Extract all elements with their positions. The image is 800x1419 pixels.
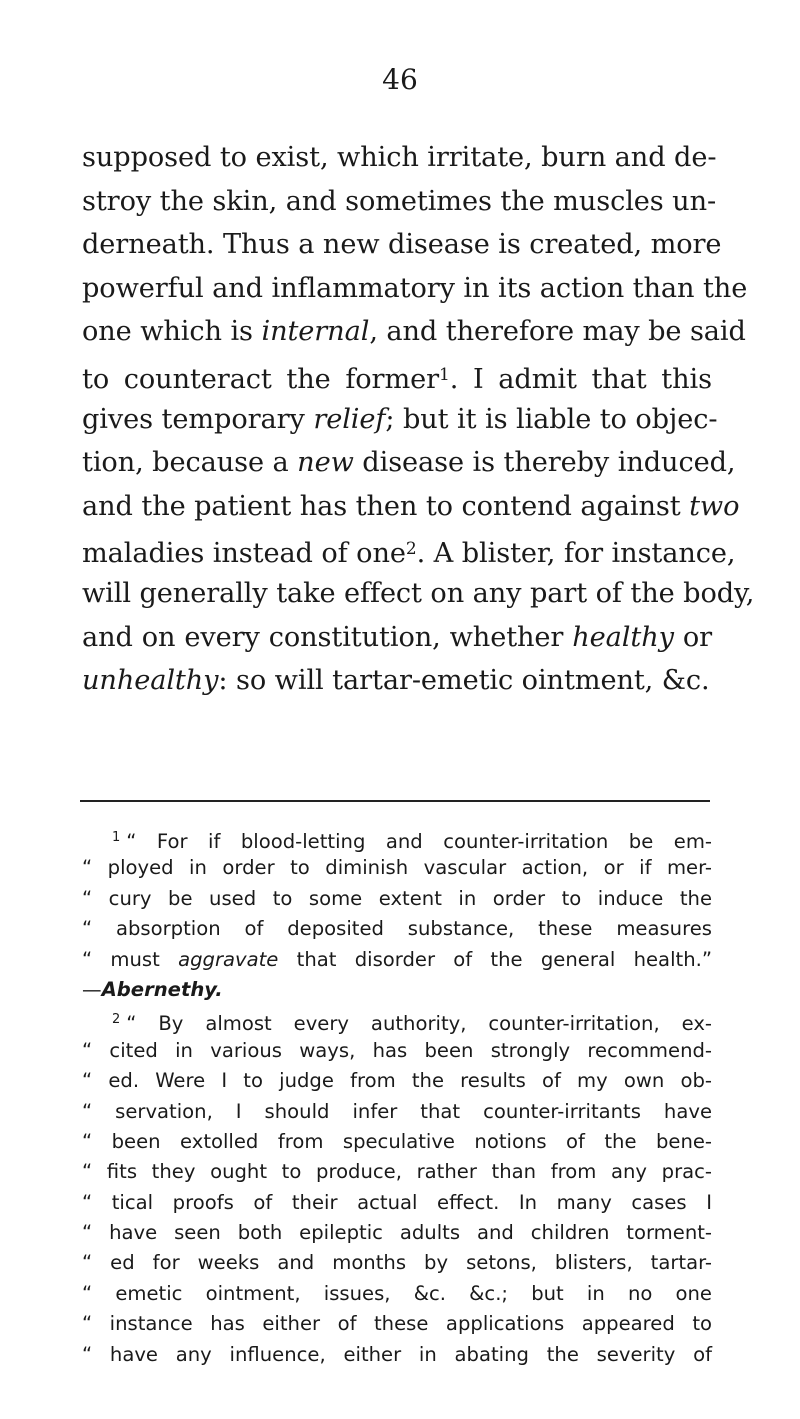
body-line: gives temporary relief; but it is liable to objec- [82, 403, 718, 435]
footnote-line: “ emetic ointment, issues, &c. &c.; but in no one [82, 1281, 712, 1305]
emphasis: two [689, 490, 740, 522]
footnotes [82, 823, 712, 1370]
footnote-ref-1[interactable]: 1 [439, 364, 450, 385]
footnote-line: “ must aggravate that disorder of the general health.” [82, 947, 712, 971]
author-name: Abernethy. [101, 977, 223, 1001]
footnote-line: “ have any influence, either in abating the severity of [82, 1342, 712, 1366]
footnote-line: “ have seen both epileptic adults and children torment- [82, 1221, 712, 1245]
footnote-marker-2: 2 [112, 1012, 121, 1028]
body-line: stroy the skin, and sometimes the muscles un- [82, 185, 717, 217]
body-line: derneath. Thus a new disease is created, more [82, 229, 722, 261]
footnote-line: “ tical proofs of their actual effect. In many cases I [82, 1190, 712, 1214]
body-line: one which is internal, and therefore may be said [82, 316, 746, 348]
footnote-line: “ ed for weeks and months by setons, blisters, tartar- [82, 1251, 712, 1275]
body-text [82, 136, 755, 703]
footnote-ref-2[interactable]: 2 [405, 539, 417, 560]
footnote-line: “ cited in various ways, has been strongly recommend- [82, 1038, 712, 1062]
footnote-line: “ cury be used to some extent in order to induce the [82, 886, 712, 910]
emphasis: unhealthy [82, 665, 219, 697]
footnote-marker-1: 1 [112, 830, 121, 845]
footnote-line: “ servation, I should infer that counter-irritants have [82, 1099, 712, 1123]
emphasis: new [297, 447, 354, 479]
emphasis: aggravate [178, 947, 279, 971]
footnote-line: $^2$ “ By almost every authority, counter-irritation, ex- [112, 1012, 712, 1036]
footnote-divider [80, 800, 710, 802]
body-line: supposed to exist, which irritate, burn and de- [82, 142, 717, 173]
emphasis: internal [261, 316, 370, 348]
body-line: unhealthy: so will tartar-emetic ointment, &c. [82, 665, 710, 697]
footnote-line: “ fits they ought to produce, rather than from any prac- [82, 1160, 712, 1184]
footnote-line: “ absorption of deposited substance, these measures [82, 917, 712, 941]
footnote-attribution: —Abernethy. [82, 977, 223, 1001]
body-line: and the patient has then to contend against two [82, 490, 740, 522]
body-line: to counteract the former$^1$. I admit that this [82, 363, 712, 395]
footnote-line: “ ed. Were I to judge from the results of my own ob- [82, 1069, 712, 1093]
footnote-line: “ been extolled from speculative notions of the bene- [82, 1129, 712, 1153]
footnote-line: $^1$ “ For if blood-letting and counter-irritation be em- [112, 830, 712, 853]
body-line: and on every constitution, whether healthy or [82, 621, 712, 653]
footnote-line: “ ployed in order to diminish vascular action, or if mer- [82, 856, 712, 880]
body-line: maladies instead of one$^2$. A blister, for instance, [82, 538, 736, 570]
body-line: tion, because a new disease is thereby induced, [82, 447, 736, 479]
page-number: 46 [382, 63, 418, 96]
body-line: will generally take effect on any part of the body, [82, 577, 755, 609]
body-line: powerful and inflammatory in its action than the [82, 272, 748, 304]
footnote-line: “ instance has either of these applications appeared to [82, 1312, 712, 1336]
emphasis: relief [313, 403, 386, 435]
emphasis: healthy [572, 621, 674, 653]
